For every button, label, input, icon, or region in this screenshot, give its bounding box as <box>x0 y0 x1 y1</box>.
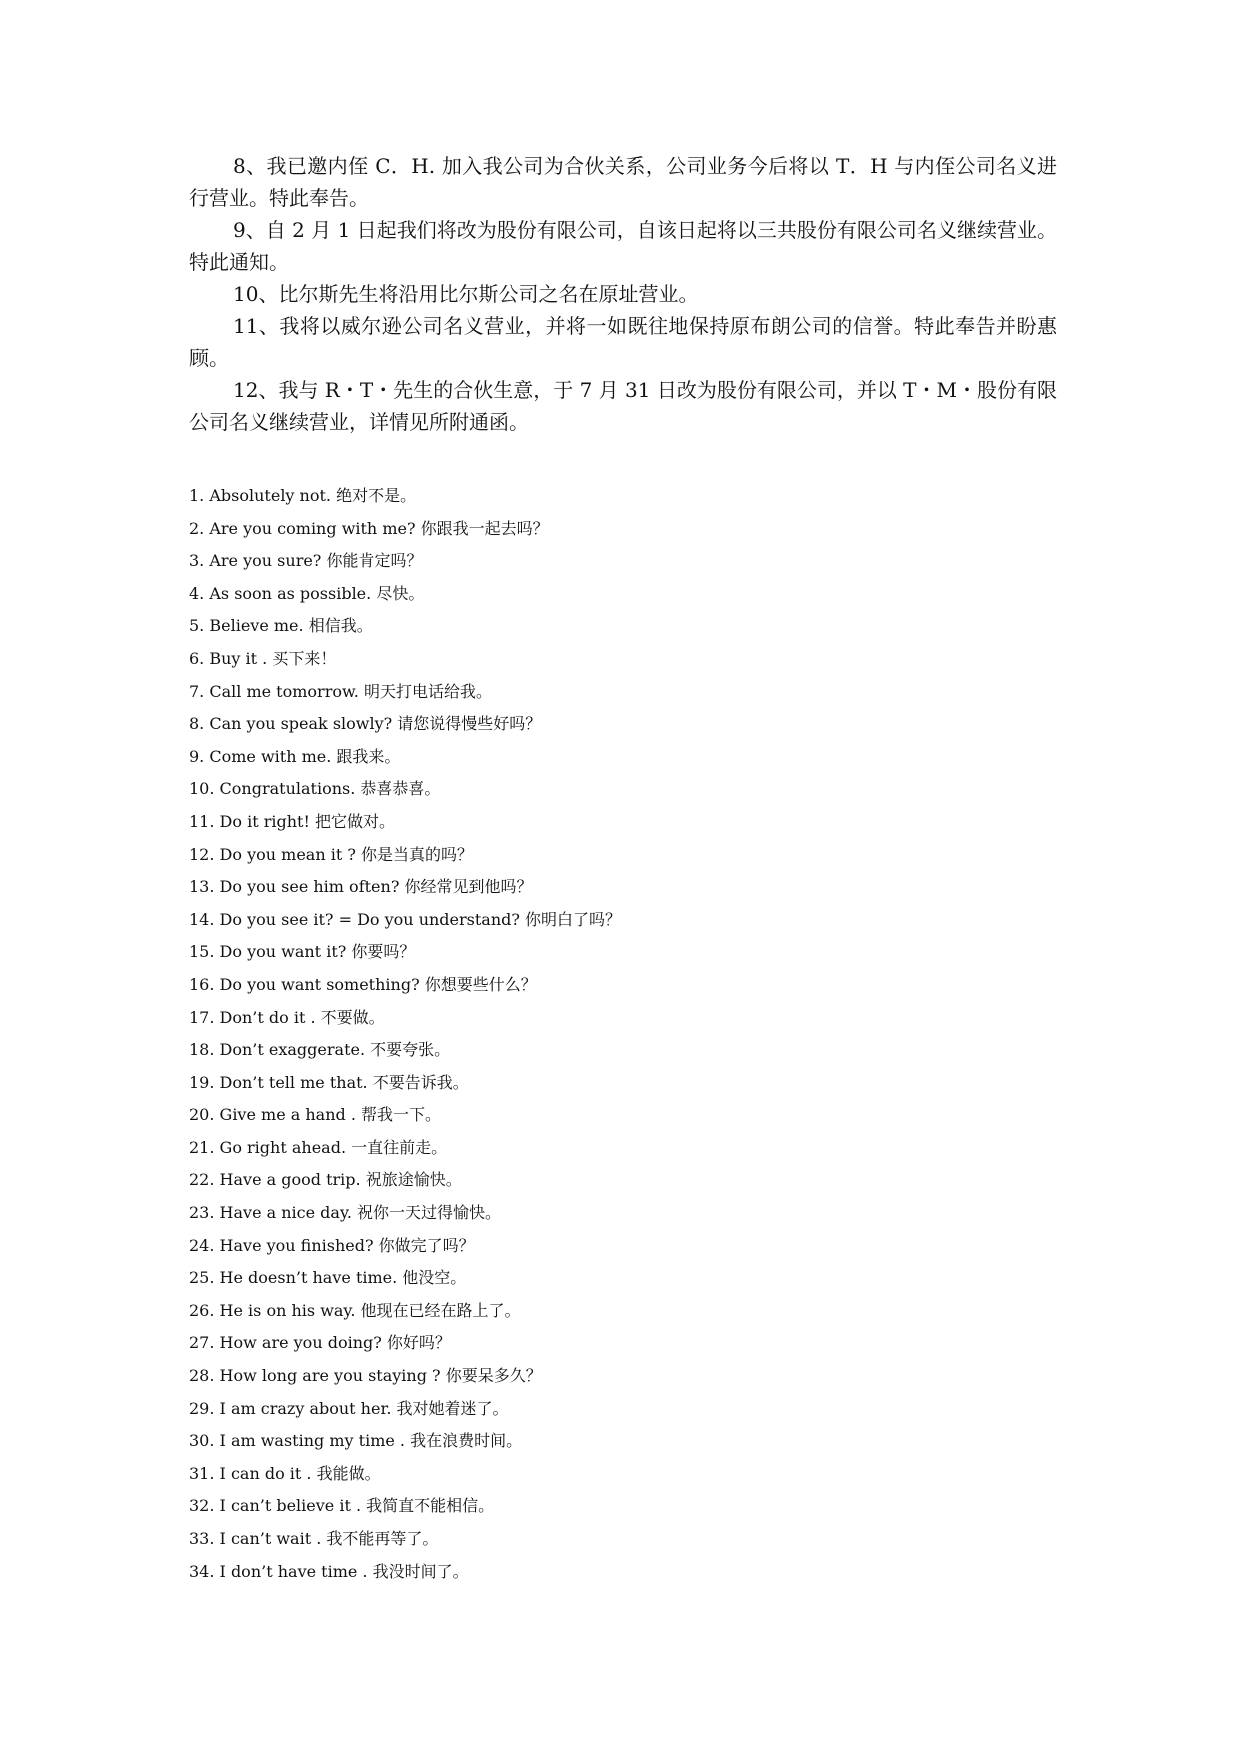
phrase-item: 19. Don’t tell me that. 不要告诉我。 <box>189 1072 469 1092</box>
phrase-item: 29. I am crazy about her. 我对她着迷了。 <box>189 1398 509 1418</box>
phrase-item: 22. Have a good trip. 祝旅途愉快。 <box>189 1170 462 1190</box>
phrase-item: 26. He is on his way. 他现在已经在路上了。 <box>189 1300 521 1320</box>
notice-paragraphs <box>189 150 1057 438</box>
phrase-item: 15. Do you want it? 你要吗？ <box>189 942 416 962</box>
phrase-item: 16. Do you want something? 你想要些什么？ <box>189 974 537 994</box>
paragraph-12: 12、我与 R・T・先生的合伙生意，于 7 月 31 日改为股份有限公司，并以 T・M・股份有限公司名义继续营业，详情见所附通函。 <box>189 378 1057 434</box>
phrase-item: 10. Congratulations. 恭喜恭喜。 <box>189 779 441 799</box>
phrase-item: 9. Come with me. 跟我来。 <box>189 746 401 766</box>
phrase-item: 28. How long are you staying ? 你要呆多久？ <box>189 1366 542 1386</box>
phrase-item: 21. Go right ahead. 一直往前走。 <box>189 1137 448 1157</box>
phrase-item: 5. Believe me. 相信我。 <box>189 616 373 636</box>
paragraph-9: 9、自 2 月 1 日起我们将改为股份有限公司，自该日起将以三共股份有限公司名义继续营业。特此通知。 <box>189 218 1057 274</box>
phrase-item: 20. Give me a hand . 帮我一下。 <box>189 1105 442 1125</box>
phrase-item: 24. Have you finished? 你做完了吗？ <box>189 1235 475 1255</box>
phrase-item: 2. Are you coming with me? 你跟我一起去吗？ <box>189 518 549 538</box>
phrase-item: 13. Do you see him often? 你经常见到他吗？ <box>189 877 533 897</box>
phrase-item: 3. Are you sure? 你能肯定吗？ <box>189 551 423 571</box>
phrase-item: 17. Don’t do it . 不要做。 <box>189 1007 385 1027</box>
paragraph-8: 8、我已邀内侄 C．H. 加入我公司为合伙关系，公司业务今后将以 T．H 与内侄公司名义进行营业。特此奉告。 <box>189 154 1057 210</box>
phrase-item: 25. He doesn’t have time. 他没空。 <box>189 1268 467 1288</box>
phrase-item: 33. I can’t wait . 我不能再等了。 <box>189 1529 439 1548</box>
phrase-item: 12. Do you mean it ? 你是当真的吗？ <box>189 844 474 864</box>
phrase-item: 6. Buy it . 买下来！ <box>189 648 337 668</box>
phrase-list <box>189 480 1057 1588</box>
phrase-item: 31. I can do it . 我能做。 <box>189 1463 381 1483</box>
phrase-item: 14. Do you see it? = Do you understand? 你明白了吗？ <box>189 909 622 929</box>
phrase-item: 1. Absolutely not. 绝对不是。 <box>189 486 417 505</box>
phrase-item: 8. Can you speak slowly? 请您说得慢些好吗？ <box>189 714 542 734</box>
paragraph-10: 10、比尔斯先生将沿用比尔斯公司之名在原址营业。 <box>233 282 699 306</box>
phrase-item: 18. Don’t exaggerate. 不要夸张。 <box>189 1040 451 1060</box>
phrase-item: 23. Have a nice day. 祝你一天过得愉快。 <box>189 1203 502 1223</box>
phrase-item: 11. Do it right! 把它做对。 <box>189 811 395 831</box>
phrase-item: 4. As soon as possible. 尽快。 <box>189 583 425 603</box>
phrase-item: 30. I am wasting my time . 我在浪费时间。 <box>189 1431 523 1451</box>
paragraph-11: 11、我将以威尔逊公司名义营业，并将一如既往地保持原布朗公司的信誉。特此奉告并盼惠顾。 <box>189 314 1057 370</box>
phrase-item: 7. Call me tomorrow. 明天打电话给我。 <box>189 681 492 701</box>
phrase-item: 34. I don’t have time . 我没时间了。 <box>189 1561 469 1581</box>
phrase-item: 27. How are you doing? 你好吗？ <box>189 1333 451 1353</box>
phrase-item: 32. I can’t believe it . 我简直不能相信。 <box>189 1496 495 1516</box>
